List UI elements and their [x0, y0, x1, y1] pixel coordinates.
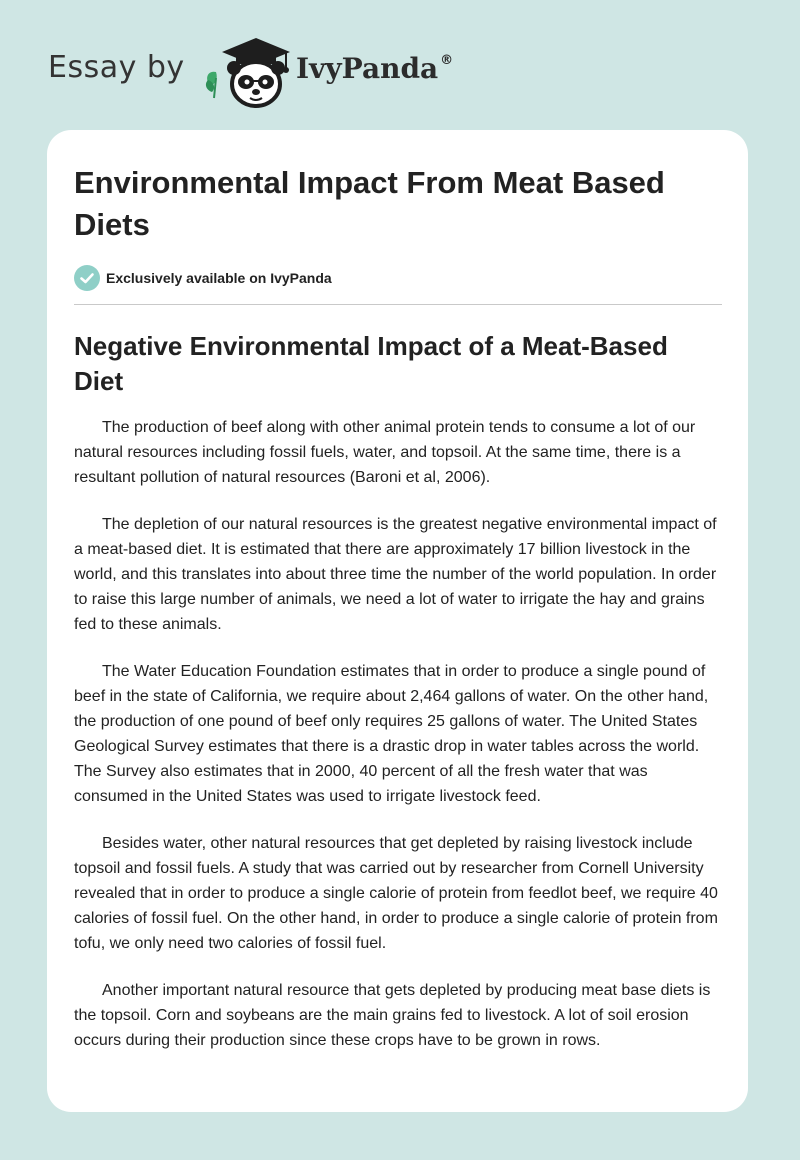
paragraph: Another important natural resource that gets depleted by producing meat base diets is the topsoil. Corn and soybeans are the main grains fed to livestock. A lot of soil erosion occurs during their production since these crops have to be grown in rows.: [74, 982, 711, 1049]
brand-prefix: Essay by: [48, 50, 185, 85]
paragraph: Besides water, other natural resources that get depleted by raising livestock include topsoil and fossil fuels. A study that was carried out by researcher from Cornell University revealed that in order to produce a single calorie of protein from feedlot beef, we require 40 calories of fossil fuel. On the other hand, in order to produce a single calorie of protein from tofu, we only need two calories of fossil fuel.: [74, 835, 718, 952]
brand-registered-mark: ®: [440, 53, 454, 68]
exclusive-badge: [74, 264, 722, 292]
paragraph: The depletion of our natural resources is the greatest negative environmental impact of a meat-based diet. It is estimated that there are approximately 17 billion livestock in the world, and this translates into about three time the number of the world population. In order to raise this large number of animals, we need a lot of water to irrigate the hay and grains fed to these animals.: [74, 516, 717, 633]
brand-name: IvyPanda ®: [296, 52, 454, 85]
paragraph: The Water Education Foundation estimates that in order to produce a single pound of beef in the state of California, we require about 2,464 gallons of water. On the other hand, the production of one pound of beef only requires 25 gallons of water. The United States Geological Survey estimates that there is a drastic drop in water tables across the world. The Survey also estimates that in 2000, 40 percent of all the fresh water that was consumed in the United States was used to irrigate livestock feed.: [74, 663, 709, 805]
exclusive-badge-label: Exclusively available on IvyPanda: [106, 270, 332, 286]
paragraph: The production of beef along with other animal protein tends to consume a lot of our natural resources including fossil fuels, water, and topsoil. At the same time, there is a resultant pollution of natural resources (Baroni et al, 2006).: [74, 419, 696, 486]
essay-content: [74, 162, 722, 1053]
site-brand[interactable]: [48, 30, 508, 110]
section-heading: Negative Environmental Impact of a Meat-Based Diet: [74, 331, 668, 396]
essay-title: Environmental Impact From Meat Based Diets: [74, 165, 665, 242]
essay-card: [47, 130, 748, 1112]
check-circle-icon: [74, 265, 100, 291]
divider: [74, 304, 722, 305]
panda-logo-icon: [200, 34, 292, 110]
